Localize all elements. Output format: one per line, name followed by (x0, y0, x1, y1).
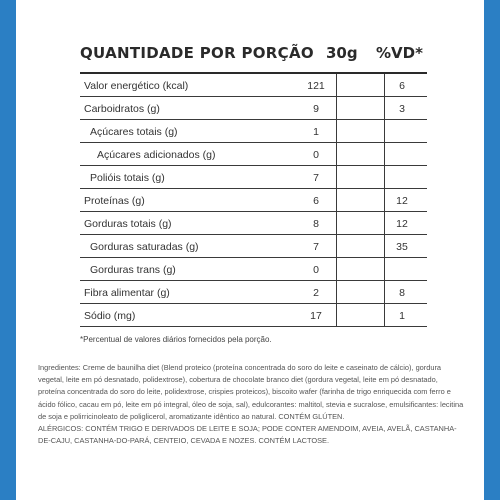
column-divider (384, 120, 385, 142)
table-row (80, 189, 427, 212)
column-divider (336, 281, 337, 303)
nutrient-value: 121 (307, 80, 325, 92)
nutrient-value: 6 (313, 195, 319, 207)
nutrient-vd: 6 (399, 80, 405, 92)
allergens-text: ALÉRGICOS: CONTÉM TRIGO E DERIVADOS DE LEITE E SOJA; PODE CONTER AMENDOIM, AVEIA, AVELÃ, CASTANHA-DE-CAJU, CASTANHA-DO-PARÁ, CENTEIO, CEVADA E NOZES. CONTÉM LACTOSE. (38, 424, 457, 446)
nutrient-value: 0 (313, 264, 319, 276)
column-divider (384, 235, 385, 257)
column-divider (336, 166, 337, 188)
table-row (80, 166, 427, 189)
column-divider (384, 304, 385, 326)
table-row (80, 304, 427, 327)
column-divider (336, 120, 337, 142)
column-divider (384, 166, 385, 188)
nutrient-label: Sódio (mg) (84, 310, 136, 322)
nutrition-facts-table (80, 36, 427, 327)
column-divider (336, 212, 337, 234)
ingredients-text: Ingredientes: Creme de baunilha diet (Blend proteico (proteína concentrada do soro do leite e caseinato de cálcio), gordura vegetal, leite em pó desnatado, polidextrose), cobertura de chocolate branco diet (gordura vegetal, leite em pó desnatado, proteína concentrada do soro do leite, polidextrose, crispies proteicos), biscoito wafer (farinha de trigo enriquecida com ferro e ácido fólico, cacau em pó, leite em pó integral, óleo de soja, sal), edulcorantes: maltitol, stevia e sucralose, emulsificantes: lecitina de soja e polirricinoleato de poliglicerol, aromatizante idêntico ao natural. CONTÉM GLÚTEN. (38, 363, 464, 421)
column-divider (336, 97, 337, 119)
nutrient-label: Açúcares adicionados (g) (97, 149, 216, 161)
column-divider (384, 189, 385, 211)
nutrient-value: 7 (313, 172, 319, 184)
nutrient-label: Valor energético (kcal) (84, 80, 189, 92)
ingredients-block (38, 362, 466, 447)
table-body (80, 74, 427, 327)
right-blue-border (484, 0, 500, 500)
header-vd: %VD* (376, 44, 423, 62)
nutrient-label: Açúcares totais (g) (90, 126, 178, 138)
nutrient-vd: 1 (399, 310, 405, 322)
nutrient-label: Gorduras totais (g) (84, 218, 172, 230)
table-row (80, 97, 427, 120)
nutrient-label: Proteínas (g) (84, 195, 145, 207)
table-row (80, 258, 427, 281)
nutrient-label: Carboidratos (g) (84, 103, 160, 115)
nutrient-vd: 3 (399, 103, 405, 115)
column-divider (336, 189, 337, 211)
column-divider (384, 281, 385, 303)
column-divider (384, 143, 385, 165)
nutrient-vd: 8 (399, 287, 405, 299)
nutrient-vd: 12 (396, 218, 408, 230)
column-divider (336, 143, 337, 165)
nutrient-label: Fibra alimentar (g) (84, 287, 170, 299)
column-divider (336, 304, 337, 326)
column-divider (384, 258, 385, 280)
nutrient-value: 9 (313, 103, 319, 115)
column-divider (384, 74, 385, 96)
table-header (80, 36, 427, 74)
nutrient-value: 2 (313, 287, 319, 299)
left-blue-border (0, 0, 16, 500)
nutrient-vd: 35 (396, 241, 408, 253)
column-divider (384, 97, 385, 119)
header-portion-label: QUANTIDADE POR PORÇÃO (80, 44, 314, 62)
nutrient-label: Gorduras saturadas (g) (90, 241, 199, 253)
table-row (80, 143, 427, 166)
nutrient-value: 17 (310, 310, 322, 322)
nutrient-label: Gorduras trans (g) (90, 264, 176, 276)
column-divider (384, 212, 385, 234)
nutrient-value: 1 (313, 126, 319, 138)
table-row (80, 281, 427, 304)
nutrient-label: Polióis totais (g) (90, 172, 165, 184)
table-row (80, 74, 427, 97)
nutrient-value: 7 (313, 241, 319, 253)
nutrient-value: 8 (313, 218, 319, 230)
footnote: *Percentual de valores diários fornecidos pela porção. (80, 335, 272, 344)
table-row (80, 212, 427, 235)
table-row (80, 235, 427, 258)
column-divider (336, 74, 337, 96)
nutrient-value: 0 (313, 149, 319, 161)
header-portion-size: 30g (326, 44, 358, 62)
nutrient-vd: 12 (396, 195, 408, 207)
column-divider (336, 235, 337, 257)
table-row (80, 120, 427, 143)
column-divider (336, 258, 337, 280)
